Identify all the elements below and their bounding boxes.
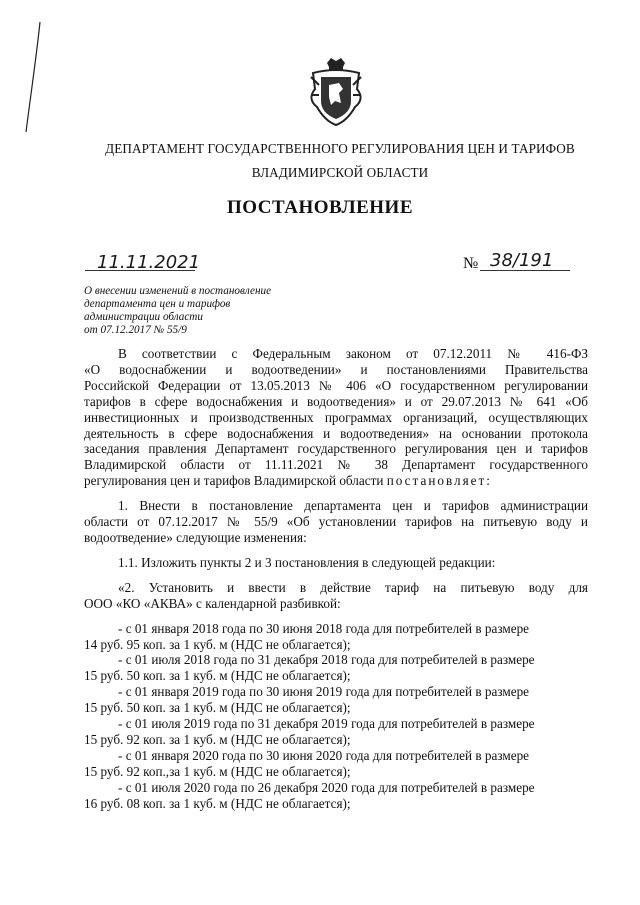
tariff-item [84,748,588,780]
tariff-period: - с 01 января 2018 года по 30 июня 2018 года для потребителей в размере [118,620,530,636]
preamble-text: регулирования цен и тарифов Владимирской области [84,473,384,489]
document-title: ПОСТАНОВЛЕНИЕ [226,197,414,218]
tariff-value: 16 руб. 08 коп. за 1 куб. м (НДС не облагается); [84,795,351,811]
document-number: 38/191 [490,250,554,271]
subject-line: администрации области [84,311,203,323]
preamble-line: «О водоснабжении и водоотведении» и постановлениями Правительства [84,361,588,377]
preamble-line-last [84,473,588,489]
document-subject [84,285,324,337]
preamble-line: В соответствии с Федеральным законом от 07.12.2011 № 416-ФЗ [118,346,588,361]
tariff-value: 15 руб. 50 коп. за 1 куб. м (НДС не облагается); [84,700,351,716]
tariff-item [84,716,588,748]
item-1 [84,498,588,546]
document-body [84,346,588,811]
tariff-period: - с 01 июля 2020 года по 26 декабря 2020 года для потребителей в размере [118,779,535,795]
subject-line: департамента цен и тарифов [84,298,231,310]
date-underline [85,270,195,271]
margin-pen-mark [0,0,60,140]
tariff-value: 14 руб. 95 коп. за 1 куб. м (НДС не облагается); [84,636,351,652]
tariff-item [84,684,588,716]
item1-line: области от 07.12.2017 № 55/9 «Об установлении тарифов на питьевую воду и [84,514,588,530]
coat-of-arms-emblem [305,55,367,127]
tariff-item [84,780,588,812]
department-name-line2: ВЛАДИМИРСКОЙ ОБЛАСТИ [251,165,429,180]
preamble-line: Владимирской области от 11.11.2021 № 38 Департамент государственного [84,457,588,473]
document-date: 11.11.2021 [97,252,201,273]
preamble-line: заседания правления Департамент государственного регулирования цен и тарифов [84,441,588,457]
tariff-period: - с 01 января 2019 года по 30 июня 2019 года для потребителей в размере [118,684,530,700]
item2-line: ООО «КО «АКВА» с календарной разбивкой: [84,595,341,611]
item1-line: 1. Внести в постановление департамента цен и тарифов администрации [118,498,588,514]
tariff-value: 15 руб. 92 коп.,за 1 куб. м (НДС не облагается); [84,763,351,779]
item-2 [84,580,588,612]
tariff-item [84,621,588,653]
preamble-line: деятельность в сфере водоснабжения и водоотведения» на основании протокола [84,425,588,441]
number-label: № [463,255,479,272]
tariff-period: - с 01 июля 2019 года по 31 декабря 2019 года для потребителей в размере [118,716,535,732]
tariff-value: 15 руб. 50 коп. за 1 куб. м (НДС не облагается); [84,668,351,684]
subject-line: от 07.12.2017 № 55/9 [84,324,187,336]
preamble-line: инвестиционных и производственных программах организаций, осуществляющих [84,409,588,425]
number-underline [480,270,570,271]
tariff-period: - с 01 июля 2018 года по 31 декабря 2018 года для потребителей в размере [118,652,535,668]
preamble-line: тарифов в сфере водоснабжения и водоотведения» и от 29.07.2013 № 641 «Об [84,393,588,409]
tariff-period: - с 01 января 2020 года по 30 июня 2020 года для потребителей в размере [118,747,530,763]
tariff-value: 15 руб. 92 коп. за 1 куб. м (НДС не облагается); [84,731,351,747]
postanovlyaet-word: постановляет: [386,473,492,489]
tariff-list [84,621,588,812]
department-name-line1: ДЕПАРТАМЕНТ ГОСУДАРСТВЕННОГО РЕГУЛИРОВАНИЯ ЦЕН И ТАРИФОВ [105,141,575,156]
item2-line: «2. Установить и ввести в действие тариф на питьевую воду для [118,579,588,595]
item1-line: водоотведение» следующие изменения: [84,529,307,545]
preamble-line: Российской Федерации от 13.05.2013 № 406 «О государственном регулировании [84,377,588,393]
subject-line: О внесении изменений в постановление [84,285,272,297]
tariff-item [84,652,588,684]
item-1-1: 1.1. Изложить пункты 2 и 3 постановления в следующей редакции: [118,554,496,570]
preamble [84,346,588,489]
